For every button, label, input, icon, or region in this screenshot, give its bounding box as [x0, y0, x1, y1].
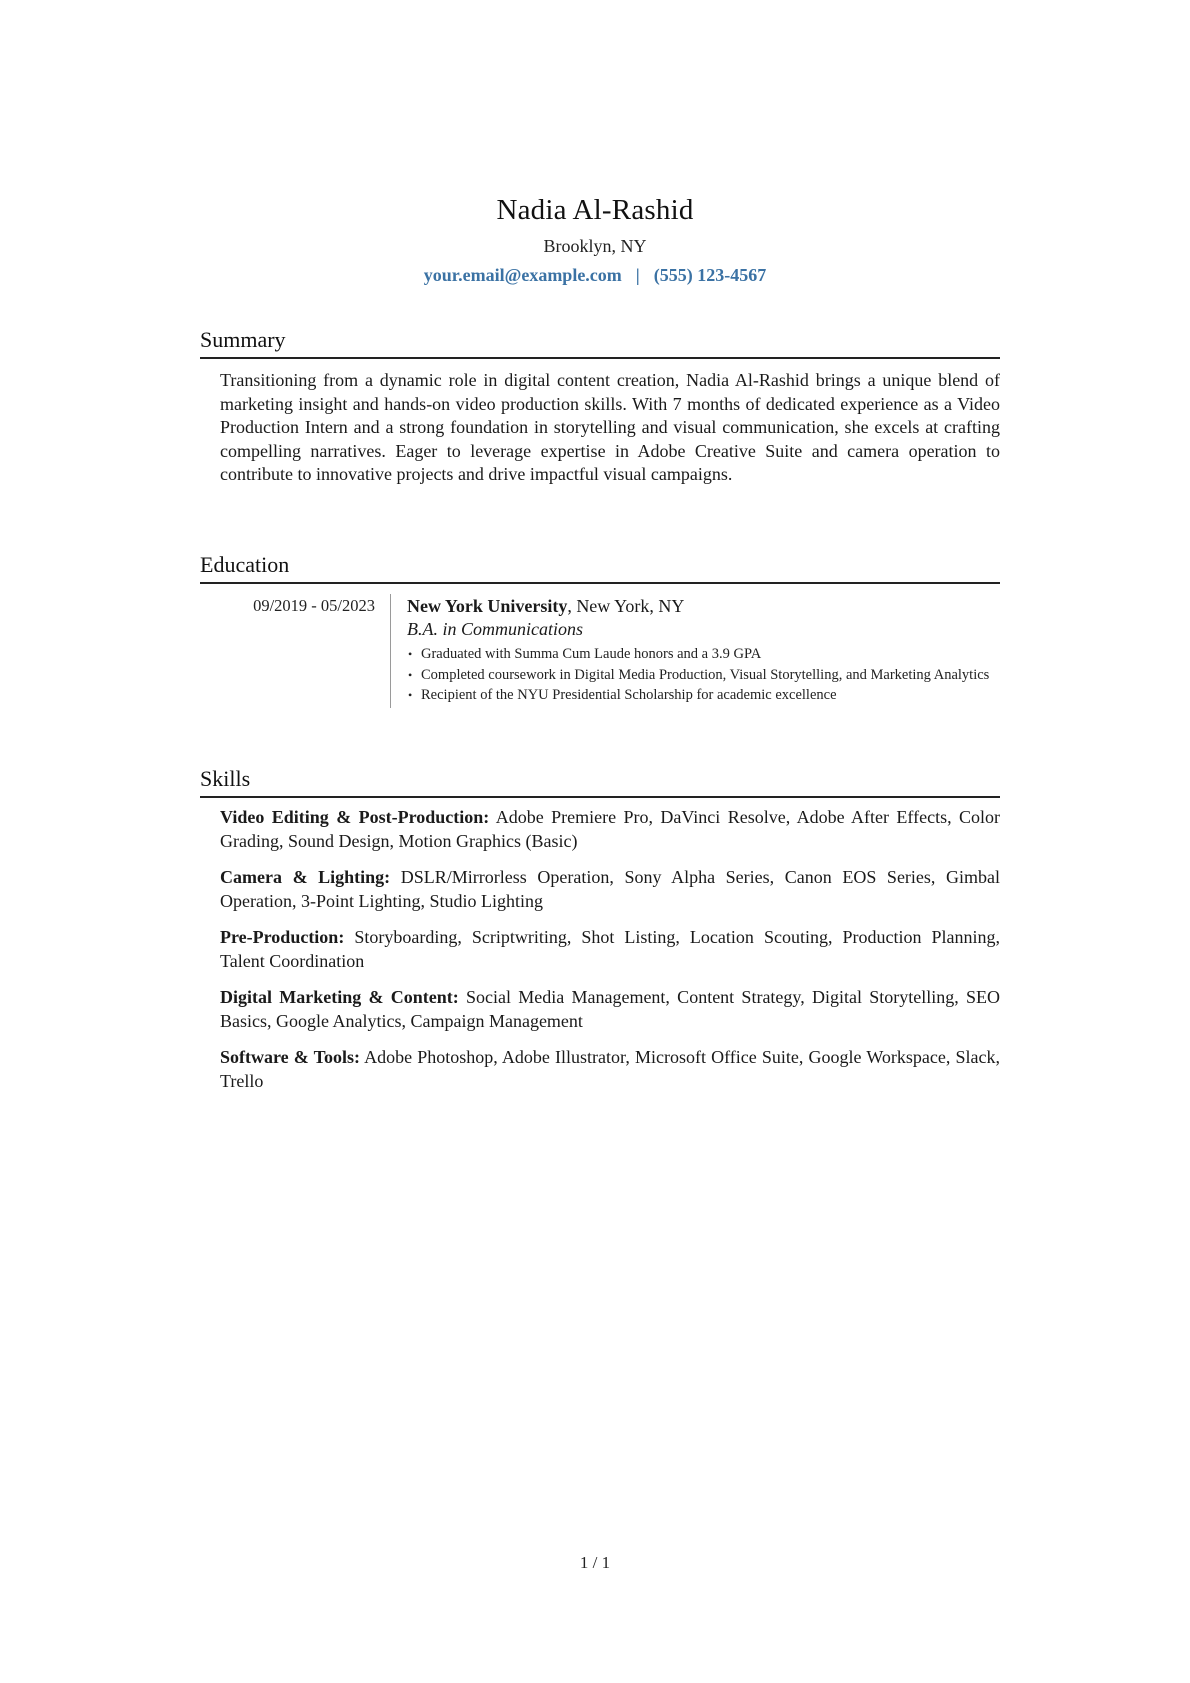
summary-heading: Summary	[200, 326, 1000, 359]
email-link[interactable]: your.email@example.com	[423, 265, 622, 285]
education-bullet: • Completed coursework in Digital Media Production, Visual Storytelling, and Marketing Analytics	[407, 665, 1000, 686]
education-bullet: • Recipient of the NYU Presidential Scholarship for academic excellence	[407, 685, 1000, 706]
school-location: , New York, NY	[567, 596, 685, 616]
skill-item	[220, 986, 1000, 1033]
page-indicator: 1 / 1	[579, 1553, 611, 1572]
education-entry	[200, 594, 1000, 708]
skill-details: DSLR/Mirrorless Operation, Sony Alpha Series, Canon EOS Series, Gimbal Operation, 3-Point Lighting, Studio Lighting	[220, 867, 1001, 911]
skill-category: Software & Tools:	[220, 1047, 360, 1067]
education-bullets	[407, 644, 1000, 706]
skills-list	[220, 806, 1000, 1093]
education-school-line	[407, 594, 1000, 618]
candidate-name: Nadia Al-Rashid	[496, 194, 694, 226]
phone-link[interactable]: (555) 123-4567	[653, 265, 767, 285]
skill-category: Pre-Production:	[220, 927, 345, 947]
resume-header	[0, 192, 1190, 287]
skill-category: Digital Marketing & Content:	[220, 987, 459, 1007]
skill-details: Social Media Management, Content Strategy, Digital Storytelling, SEO Basics, Google Analytics, Campaign Management	[220, 987, 1001, 1031]
education-dates: 09/2019 - 05/2023	[253, 596, 375, 615]
skill-item	[220, 926, 1000, 973]
education-details	[390, 594, 1000, 708]
skill-item	[220, 866, 1000, 913]
summary-text: Transitioning from a dynamic role in digital content creation, Nadia Al-Rashid brings a unique blend of marketing insight and hands-on video production skills. With 7 months of dedicated experience as a Video Production Intern and a strong foundation in storytelling and visual communication, she excels at crafting compelling narratives. Eager to leverage expertise in Adobe Creative Suite and camera operation to contribute to innovative projects and drive impactful visual campaigns.	[220, 370, 1000, 484]
skill-details: Storyboarding, Scriptwriting, Shot Listing, Location Scouting, Production Planning, Talent Coordination	[220, 927, 1000, 971]
school-name: New York University	[407, 596, 568, 616]
contact-line	[0, 263, 1190, 287]
education-bullet: • Graduated with Summa Cum Laude honors and a 3.9 GPA	[407, 644, 1000, 665]
education-section	[200, 551, 1000, 708]
skills-section	[200, 765, 1000, 1106]
skill-details: Adobe Photoshop, Adobe Illustrator, Microsoft Office Suite, Google Workspace, Slack, Trello	[220, 1047, 1000, 1091]
skill-details: Adobe Premiere Pro, DaVinci Resolve, Adobe After Effects, Color Grading, Sound Design, Motion Graphics (Basic)	[220, 807, 1000, 851]
skill-item	[220, 806, 1000, 853]
candidate-location: Brooklyn, NY	[543, 236, 647, 256]
contact-separator: |	[635, 265, 640, 285]
education-heading: Education	[200, 551, 1000, 584]
skill-category: Camera & Lighting:	[220, 867, 391, 887]
summary-section	[200, 326, 1000, 487]
skills-heading: Skills	[200, 765, 1000, 798]
skill-category: Video Editing & Post-Production:	[220, 807, 490, 827]
skill-item	[220, 1046, 1000, 1093]
degree: B.A. in Communications	[407, 619, 583, 639]
